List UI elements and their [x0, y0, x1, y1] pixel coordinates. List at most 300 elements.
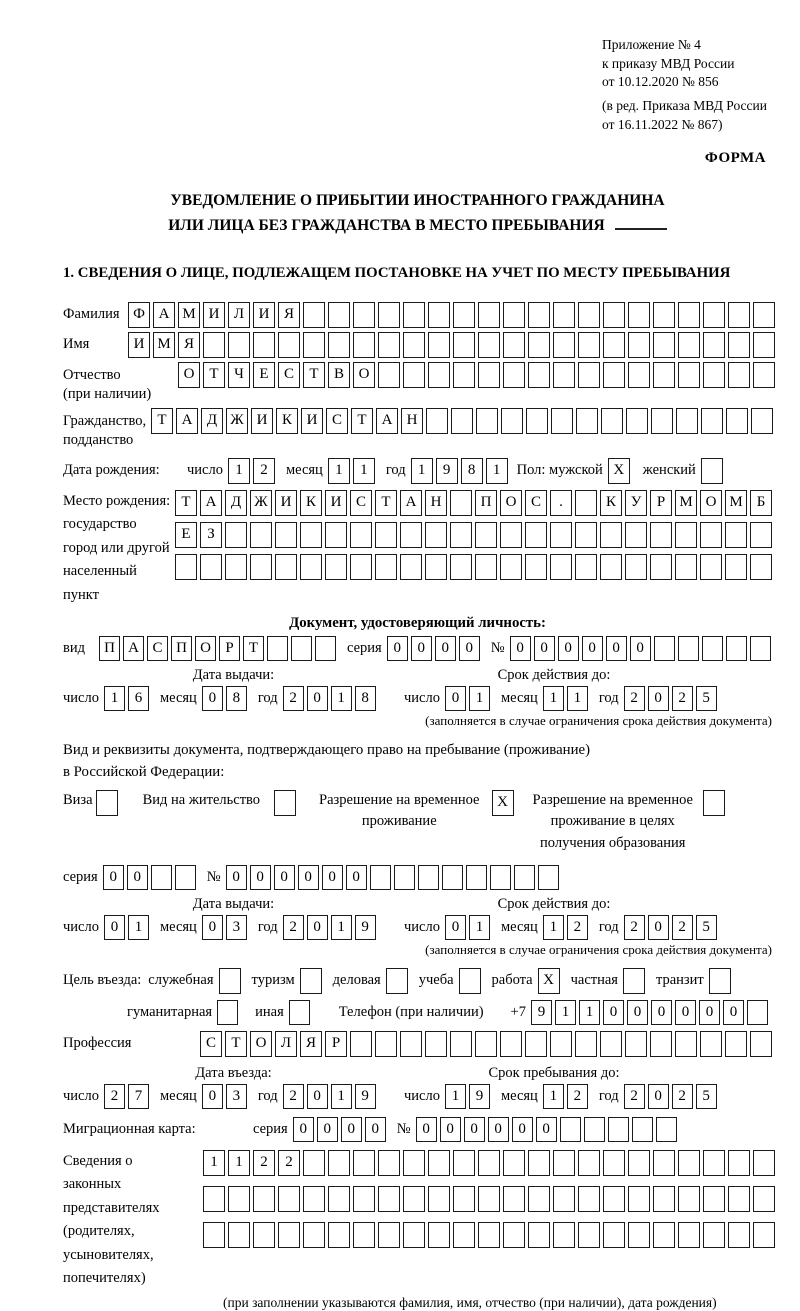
char-cell[interactable]: 0: [274, 865, 295, 890]
char-cell[interactable]: [500, 554, 522, 580]
char-cell[interactable]: 0: [630, 636, 651, 661]
char-cell[interactable]: [278, 1186, 300, 1212]
char-cell[interactable]: [378, 362, 400, 388]
char-cell[interactable]: [428, 362, 450, 388]
char-cell[interactable]: [628, 1186, 650, 1212]
char-cell[interactable]: [476, 408, 498, 434]
char-cell[interactable]: [725, 554, 747, 580]
char-cell[interactable]: [600, 1031, 622, 1057]
char-cell[interactable]: 1: [104, 686, 125, 711]
char-cell[interactable]: [653, 1222, 675, 1248]
char-cell[interactable]: [560, 1117, 581, 1142]
char-cell[interactable]: Я: [278, 302, 300, 328]
char-cell[interactable]: 2: [104, 1084, 125, 1109]
char-cell[interactable]: [653, 1186, 675, 1212]
char-cell[interactable]: [525, 522, 547, 548]
char-cell[interactable]: 1: [353, 458, 375, 484]
char-cell[interactable]: 6: [128, 686, 149, 711]
char-cell[interactable]: И: [275, 490, 297, 516]
char-cell[interactable]: 2: [283, 1084, 304, 1109]
checkbox-temp-residence[interactable]: X: [492, 790, 514, 816]
char-cell[interactable]: 0: [202, 915, 223, 940]
char-cell[interactable]: 0: [627, 1000, 648, 1025]
char-cell[interactable]: [728, 302, 750, 328]
char-cell[interactable]: [328, 302, 350, 328]
char-cell[interactable]: Т: [303, 362, 325, 388]
char-cell[interactable]: [700, 522, 722, 548]
char-cell[interactable]: [550, 554, 572, 580]
char-cell[interactable]: 0: [603, 1000, 624, 1025]
char-cell[interactable]: [603, 1186, 625, 1212]
char-cell[interactable]: [703, 1186, 725, 1212]
char-cell[interactable]: [478, 362, 500, 388]
checkbox-residence-permit[interactable]: [274, 790, 296, 816]
char-cell[interactable]: 0: [104, 915, 125, 940]
char-cell[interactable]: [378, 1222, 400, 1248]
char-cell[interactable]: [400, 554, 422, 580]
char-cell[interactable]: [703, 1222, 725, 1248]
char-cell[interactable]: 0: [317, 1117, 338, 1142]
char-cell[interactable]: [353, 1222, 375, 1248]
char-cell[interactable]: [303, 302, 325, 328]
char-cell[interactable]: [584, 1117, 605, 1142]
char-cell[interactable]: Б: [750, 490, 772, 516]
char-cell[interactable]: [654, 636, 675, 661]
char-cell[interactable]: [675, 554, 697, 580]
char-cell[interactable]: [625, 1031, 647, 1057]
checkbox-work[interactable]: X: [538, 968, 560, 994]
char-cell[interactable]: [650, 1031, 672, 1057]
char-cell[interactable]: [300, 522, 322, 548]
char-cell[interactable]: [628, 362, 650, 388]
char-cell[interactable]: 1: [543, 915, 564, 940]
char-cell[interactable]: Ч: [228, 362, 250, 388]
char-cell[interactable]: 0: [103, 865, 124, 890]
char-cell[interactable]: [575, 1031, 597, 1057]
char-cell[interactable]: [528, 302, 550, 328]
char-cell[interactable]: 2: [672, 915, 693, 940]
char-cell[interactable]: [475, 1031, 497, 1057]
char-cell[interactable]: 0: [387, 636, 408, 661]
checkbox-commercial[interactable]: [386, 968, 408, 994]
char-cell[interactable]: С: [147, 636, 168, 661]
char-cell[interactable]: И: [128, 332, 150, 358]
char-cell[interactable]: [228, 1222, 250, 1248]
char-cell[interactable]: [578, 362, 600, 388]
char-cell[interactable]: П: [475, 490, 497, 516]
char-cell[interactable]: [650, 522, 672, 548]
char-cell[interactable]: [728, 332, 750, 358]
char-cell[interactable]: 0: [558, 636, 579, 661]
char-cell[interactable]: [278, 332, 300, 358]
char-cell[interactable]: [753, 332, 775, 358]
char-cell[interactable]: В: [328, 362, 350, 388]
char-cell[interactable]: 0: [445, 915, 466, 940]
char-cell[interactable]: 0: [307, 686, 328, 711]
char-cell[interactable]: 0: [202, 1084, 223, 1109]
char-cell[interactable]: [551, 408, 573, 434]
char-cell[interactable]: [490, 865, 511, 890]
char-cell[interactable]: [253, 1186, 275, 1212]
char-cell[interactable]: А: [123, 636, 144, 661]
char-cell[interactable]: [751, 408, 773, 434]
char-cell[interactable]: Д: [225, 490, 247, 516]
char-cell[interactable]: [553, 332, 575, 358]
char-cell[interactable]: [702, 636, 723, 661]
char-cell[interactable]: [700, 554, 722, 580]
char-cell[interactable]: [425, 554, 447, 580]
char-cell[interactable]: [203, 332, 225, 358]
char-cell[interactable]: Т: [225, 1031, 247, 1057]
char-cell[interactable]: 2: [283, 915, 304, 940]
char-cell[interactable]: [576, 408, 598, 434]
char-cell[interactable]: С: [278, 362, 300, 388]
char-cell[interactable]: [353, 1186, 375, 1212]
char-cell[interactable]: 0: [488, 1117, 509, 1142]
char-cell[interactable]: [678, 1222, 700, 1248]
char-cell[interactable]: [728, 362, 750, 388]
char-cell[interactable]: [501, 408, 523, 434]
char-cell[interactable]: М: [675, 490, 697, 516]
char-cell[interactable]: [418, 865, 439, 890]
char-cell[interactable]: [678, 1186, 700, 1212]
char-cell[interactable]: [325, 554, 347, 580]
char-cell[interactable]: [450, 1031, 472, 1057]
char-cell[interactable]: [603, 332, 625, 358]
char-cell[interactable]: [608, 1117, 629, 1142]
char-cell[interactable]: [725, 1031, 747, 1057]
char-cell[interactable]: 0: [648, 686, 669, 711]
char-cell[interactable]: [538, 865, 559, 890]
char-cell[interactable]: [628, 1222, 650, 1248]
char-cell[interactable]: 0: [440, 1117, 461, 1142]
char-cell[interactable]: [653, 302, 675, 328]
char-cell[interactable]: [378, 332, 400, 358]
char-cell[interactable]: К: [276, 408, 298, 434]
char-cell[interactable]: [451, 408, 473, 434]
char-cell[interactable]: [578, 1186, 600, 1212]
char-cell[interactable]: Т: [375, 490, 397, 516]
char-cell[interactable]: [678, 636, 699, 661]
char-cell[interactable]: [500, 1031, 522, 1057]
char-cell[interactable]: [653, 362, 675, 388]
char-cell[interactable]: З: [200, 522, 222, 548]
char-cell[interactable]: Е: [175, 522, 197, 548]
char-cell[interactable]: [453, 362, 475, 388]
char-cell[interactable]: [350, 554, 372, 580]
char-cell[interactable]: 2: [624, 915, 645, 940]
char-cell[interactable]: [267, 636, 288, 661]
char-cell[interactable]: [675, 1031, 697, 1057]
char-cell[interactable]: 7: [128, 1084, 149, 1109]
char-cell[interactable]: О: [195, 636, 216, 661]
char-cell[interactable]: [403, 302, 425, 328]
char-cell[interactable]: [275, 554, 297, 580]
checkbox-transit[interactable]: [709, 968, 731, 994]
char-cell[interactable]: Р: [325, 1031, 347, 1057]
char-cell[interactable]: [703, 332, 725, 358]
char-cell[interactable]: 1: [203, 1150, 225, 1176]
char-cell[interactable]: 0: [322, 865, 343, 890]
char-cell[interactable]: [603, 362, 625, 388]
char-cell[interactable]: [726, 408, 748, 434]
char-cell[interactable]: 9: [436, 458, 458, 484]
char-cell[interactable]: Р: [650, 490, 672, 516]
char-cell[interactable]: [603, 302, 625, 328]
char-cell[interactable]: [503, 1186, 525, 1212]
char-cell[interactable]: [453, 1186, 475, 1212]
char-cell[interactable]: Т: [151, 408, 173, 434]
char-cell[interactable]: [428, 1222, 450, 1248]
char-cell[interactable]: 8: [355, 686, 376, 711]
char-cell[interactable]: 1: [331, 915, 352, 940]
char-cell[interactable]: Я: [300, 1031, 322, 1057]
char-cell[interactable]: [225, 554, 247, 580]
char-cell[interactable]: [753, 302, 775, 328]
char-cell[interactable]: 5: [696, 915, 717, 940]
char-cell[interactable]: О: [500, 490, 522, 516]
char-cell[interactable]: 2: [672, 1084, 693, 1109]
char-cell[interactable]: [466, 865, 487, 890]
char-cell[interactable]: 0: [512, 1117, 533, 1142]
char-cell[interactable]: [750, 1031, 772, 1057]
char-cell[interactable]: 1: [543, 686, 564, 711]
char-cell[interactable]: [525, 1031, 547, 1057]
char-cell[interactable]: 0: [226, 865, 247, 890]
char-cell[interactable]: [400, 522, 422, 548]
char-cell[interactable]: [426, 408, 448, 434]
char-cell[interactable]: [291, 636, 312, 661]
char-cell[interactable]: [450, 554, 472, 580]
char-cell[interactable]: [350, 1031, 372, 1057]
char-cell[interactable]: [632, 1117, 653, 1142]
char-cell[interactable]: [678, 362, 700, 388]
char-cell[interactable]: 0: [411, 636, 432, 661]
char-cell[interactable]: [425, 1031, 447, 1057]
char-cell[interactable]: [253, 332, 275, 358]
char-cell[interactable]: Т: [203, 362, 225, 388]
char-cell[interactable]: [428, 332, 450, 358]
char-cell[interactable]: [428, 1186, 450, 1212]
char-cell[interactable]: 0: [510, 636, 531, 661]
char-cell[interactable]: [250, 522, 272, 548]
checkbox-tourism[interactable]: [300, 968, 322, 994]
char-cell[interactable]: [325, 522, 347, 548]
char-cell[interactable]: А: [400, 490, 422, 516]
char-cell[interactable]: [403, 332, 425, 358]
char-cell[interactable]: [442, 865, 463, 890]
char-cell[interactable]: [428, 302, 450, 328]
char-cell[interactable]: Н: [401, 408, 423, 434]
char-cell[interactable]: Е: [253, 362, 275, 388]
char-cell[interactable]: 0: [459, 636, 480, 661]
char-cell[interactable]: Ж: [250, 490, 272, 516]
char-cell[interactable]: О: [178, 362, 200, 388]
char-cell[interactable]: [203, 1186, 225, 1212]
char-cell[interactable]: [703, 302, 725, 328]
char-cell[interactable]: К: [600, 490, 622, 516]
char-cell[interactable]: 0: [346, 865, 367, 890]
char-cell[interactable]: [750, 522, 772, 548]
char-cell[interactable]: 1: [128, 915, 149, 940]
char-cell[interactable]: [228, 1186, 250, 1212]
char-cell[interactable]: 3: [226, 1084, 247, 1109]
checkbox-temp-residence-edu[interactable]: [703, 790, 725, 816]
char-cell[interactable]: [575, 554, 597, 580]
char-cell[interactable]: Ф: [128, 302, 150, 328]
char-cell[interactable]: [315, 636, 336, 661]
char-cell[interactable]: О: [250, 1031, 272, 1057]
char-cell[interactable]: [676, 408, 698, 434]
char-cell[interactable]: [753, 1222, 775, 1248]
char-cell[interactable]: [151, 865, 172, 890]
char-cell[interactable]: 0: [341, 1117, 362, 1142]
char-cell[interactable]: [303, 332, 325, 358]
char-cell[interactable]: Ж: [226, 408, 248, 434]
char-cell[interactable]: [528, 1186, 550, 1212]
char-cell[interactable]: [350, 522, 372, 548]
char-cell[interactable]: 5: [696, 1084, 717, 1109]
char-cell[interactable]: 2: [567, 915, 588, 940]
char-cell[interactable]: 0: [534, 636, 555, 661]
char-cell[interactable]: [753, 1186, 775, 1212]
char-cell[interactable]: 2: [253, 458, 275, 484]
char-cell[interactable]: С: [350, 490, 372, 516]
char-cell[interactable]: 9: [469, 1084, 490, 1109]
char-cell[interactable]: 0: [675, 1000, 696, 1025]
char-cell[interactable]: [453, 332, 475, 358]
checkbox-other[interactable]: [289, 1000, 310, 1025]
char-cell[interactable]: [575, 522, 597, 548]
char-cell[interactable]: 0: [582, 636, 603, 661]
char-cell[interactable]: П: [171, 636, 192, 661]
char-cell[interactable]: [628, 332, 650, 358]
char-cell[interactable]: [453, 1222, 475, 1248]
char-cell[interactable]: [503, 1222, 525, 1248]
char-cell[interactable]: [625, 522, 647, 548]
char-cell[interactable]: 0: [416, 1117, 437, 1142]
char-cell[interactable]: 1: [567, 686, 588, 711]
char-cell[interactable]: О: [353, 362, 375, 388]
char-cell[interactable]: [425, 522, 447, 548]
char-cell[interactable]: О: [700, 490, 722, 516]
char-cell[interactable]: [675, 522, 697, 548]
char-cell[interactable]: [747, 1000, 768, 1025]
char-cell[interactable]: [651, 408, 673, 434]
char-cell[interactable]: [403, 1222, 425, 1248]
char-cell[interactable]: [450, 522, 472, 548]
char-cell[interactable]: [370, 865, 391, 890]
char-cell[interactable]: [250, 554, 272, 580]
char-cell[interactable]: 0: [435, 636, 456, 661]
char-cell[interactable]: И: [251, 408, 273, 434]
char-cell[interactable]: [478, 302, 500, 328]
char-cell[interactable]: 1: [486, 458, 508, 484]
char-cell[interactable]: [278, 1222, 300, 1248]
checkbox-private[interactable]: [623, 968, 645, 994]
char-cell[interactable]: [453, 302, 475, 328]
char-cell[interactable]: [526, 408, 548, 434]
char-cell[interactable]: [450, 490, 472, 516]
checkbox-humanitarian[interactable]: [217, 1000, 238, 1025]
char-cell[interactable]: 1: [543, 1084, 564, 1109]
char-cell[interactable]: [478, 1186, 500, 1212]
char-cell[interactable]: 0: [127, 865, 148, 890]
char-cell[interactable]: [400, 1031, 422, 1057]
char-cell[interactable]: [700, 1031, 722, 1057]
char-cell[interactable]: И: [301, 408, 323, 434]
char-cell[interactable]: Т: [175, 490, 197, 516]
checkbox-visa[interactable]: [96, 790, 118, 816]
char-cell[interactable]: 1: [445, 1084, 466, 1109]
char-cell[interactable]: С: [525, 490, 547, 516]
char-cell[interactable]: 3: [226, 915, 247, 940]
char-cell[interactable]: [600, 522, 622, 548]
char-cell[interactable]: [701, 408, 723, 434]
char-cell[interactable]: [353, 302, 375, 328]
char-cell[interactable]: 1: [228, 1150, 250, 1176]
char-cell[interactable]: 1: [555, 1000, 576, 1025]
char-cell[interactable]: 0: [648, 1084, 669, 1109]
char-cell[interactable]: [728, 1186, 750, 1212]
char-cell[interactable]: 1: [228, 458, 250, 484]
char-cell[interactable]: 8: [461, 458, 483, 484]
char-cell[interactable]: 0: [723, 1000, 744, 1025]
char-cell[interactable]: Р: [219, 636, 240, 661]
char-cell[interactable]: Н: [425, 490, 447, 516]
char-cell[interactable]: 0: [536, 1117, 557, 1142]
char-cell[interactable]: 0: [365, 1117, 386, 1142]
char-cell[interactable]: 0: [298, 865, 319, 890]
char-cell[interactable]: [753, 362, 775, 388]
char-cell[interactable]: А: [376, 408, 398, 434]
char-cell[interactable]: 0: [651, 1000, 672, 1025]
checkbox-study[interactable]: [459, 968, 481, 994]
char-cell[interactable]: [394, 865, 415, 890]
char-cell[interactable]: 2: [624, 1084, 645, 1109]
char-cell[interactable]: [253, 1222, 275, 1248]
char-cell[interactable]: М: [725, 490, 747, 516]
char-cell[interactable]: [378, 1186, 400, 1212]
char-cell[interactable]: Л: [275, 1031, 297, 1057]
char-cell[interactable]: [656, 1117, 677, 1142]
char-cell[interactable]: 0: [250, 865, 271, 890]
char-cell[interactable]: 9: [355, 1084, 376, 1109]
char-cell[interactable]: [503, 302, 525, 328]
char-cell[interactable]: 2: [567, 1084, 588, 1109]
char-cell[interactable]: [328, 1222, 350, 1248]
char-cell[interactable]: 2: [624, 686, 645, 711]
char-cell[interactable]: [678, 302, 700, 328]
char-cell[interactable]: Л: [228, 302, 250, 328]
char-cell[interactable]: И: [325, 490, 347, 516]
char-cell[interactable]: [503, 362, 525, 388]
char-cell[interactable]: Д: [201, 408, 223, 434]
char-cell[interactable]: 0: [648, 915, 669, 940]
char-cell[interactable]: 1: [411, 458, 433, 484]
char-cell[interactable]: [514, 865, 535, 890]
char-cell[interactable]: 0: [606, 636, 627, 661]
char-cell[interactable]: [528, 362, 550, 388]
char-cell[interactable]: [703, 362, 725, 388]
char-cell[interactable]: [625, 554, 647, 580]
char-cell[interactable]: [175, 554, 197, 580]
char-cell[interactable]: Т: [351, 408, 373, 434]
char-cell[interactable]: 1: [328, 458, 350, 484]
char-cell[interactable]: 0: [445, 686, 466, 711]
char-cell[interactable]: [750, 636, 771, 661]
char-cell[interactable]: 1: [579, 1000, 600, 1025]
